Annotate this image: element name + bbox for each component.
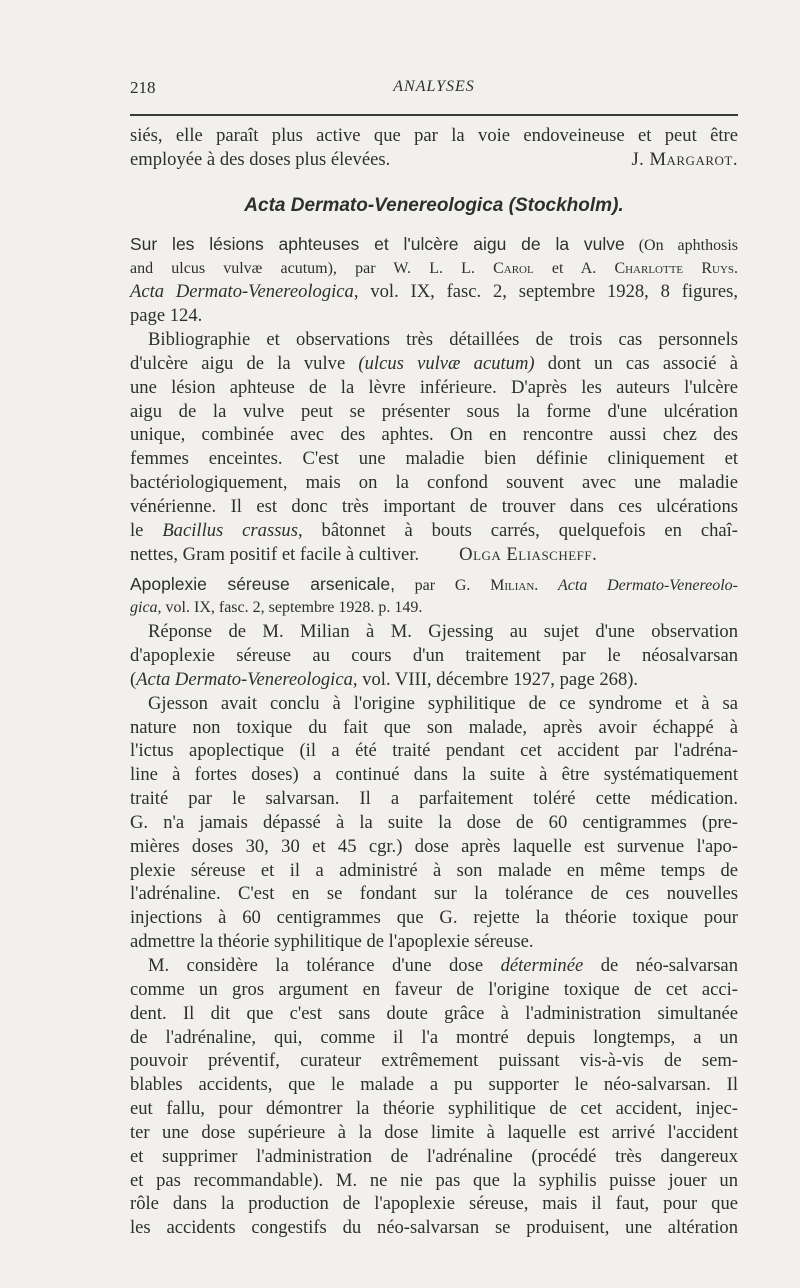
text-fragment: d'ulcère aigu de la vulve xyxy=(130,352,359,374)
text-line: et supprimer l'administration de l'adrénaline (procédé très dangereux xyxy=(130,1145,738,1167)
text-line xyxy=(130,148,738,172)
citation-line xyxy=(130,596,738,620)
text-line: Bibliographie et observations très détaillées de trois cas personnels xyxy=(148,329,738,351)
text-fragment: et A. xyxy=(533,259,615,277)
header-rule xyxy=(130,114,738,116)
journal-name: Acta Dermato-Venereologica xyxy=(136,668,353,690)
text-line: comme un gros argument en faveur de l'origine toxique de cet acci- xyxy=(130,978,738,1000)
text-fragment: , vol. VIII, décembre 1927, page 268). xyxy=(352,668,639,690)
text-fragment: , vol. IX, fasc. 2, septembre 1928. p. 149. xyxy=(157,599,423,617)
text-line: siés, elle paraît plus active que par la voie endoveineuse et peut être xyxy=(130,125,738,146)
journal-name: gica xyxy=(130,599,158,617)
text-fragment: le xyxy=(130,519,163,541)
text-line xyxy=(130,543,738,567)
text-line: d'apoplexie séreuse au cours d'un traitement par le néosalvarsan xyxy=(130,645,738,667)
text-line: une lésion aphteuse de la lèvre inférieure. D'après les auteurs l'ulcère xyxy=(130,376,738,398)
text-line xyxy=(130,352,738,376)
text-line: aigu de la vulve peut se présenter sous la forme d'une ulcération xyxy=(130,400,738,422)
text-line: Gjesson avait conclu à l'origine syphilitique de ce syndrome et à sa xyxy=(148,692,738,714)
signature: J. Margarot. xyxy=(631,148,738,170)
text-line: l'adrénaline. C'est en se fondant sur la tolérance de ces nouvelles xyxy=(130,883,738,905)
text-fragment: par G. xyxy=(394,576,491,594)
text-fragment: ( xyxy=(130,668,137,690)
article-title: Apoplexie séreuse arsenicale, xyxy=(130,573,395,594)
text-line: vénérienne. Il est donc très important de trouver dans ces ulcérations xyxy=(130,495,738,517)
text-line: et pas recommandable). M. ne nie pas que la syphilis puisse jouer un xyxy=(130,1169,738,1191)
italic-term: Bacillus crassus xyxy=(162,519,298,541)
text-line: nature non toxique du fait que son malade, après avoir échappé à xyxy=(130,716,738,738)
text-fragment: employée à des doses plus élevées. xyxy=(130,148,391,170)
italic-term: (ulcus vulvæ acutum) xyxy=(358,352,535,374)
text-fragment: dont un cas associé à xyxy=(534,352,738,374)
author-name: Charlotte Ruys xyxy=(614,259,734,277)
text-line xyxy=(130,954,738,978)
page-header xyxy=(130,78,738,104)
text-fragment: , vol. IX, fasc. 2, septembre 1928, 8 figures, xyxy=(353,281,738,303)
text-line: rôle dans la production de l'apoplexie séreuse, mais il faut, pour que xyxy=(130,1193,738,1215)
text-line: mières doses 30, 30 et 45 cgr.) dose après laquelle est survenue l'apo- xyxy=(130,835,738,857)
text-line: ter une dose supérieure à la dose limite à laquelle est arrivé l'accident xyxy=(130,1121,738,1143)
author-name: Carol xyxy=(493,259,534,277)
text-fragment: , bâtonnet à bouts carrés, quelquefois en chaî- xyxy=(297,519,738,541)
article-title-line xyxy=(130,573,738,597)
text-line: les accidents congestifs du néo-salvarsan se produisent, une altération xyxy=(130,1217,738,1239)
text-line xyxy=(130,668,738,692)
text-line: femmes enceintes. C'est une maladie bien définie cliniquement et xyxy=(130,448,738,470)
text-line: admettre la théorie syphilitique de l'apoplexie séreuse. xyxy=(130,931,534,953)
journal-section-title: Acta Dermato-Venereologica (Stockholm). xyxy=(244,194,624,216)
text-line: G. n'a jamais dépassé à la suite la dose de 60 centigrammes (pre- xyxy=(130,811,738,833)
text-line: eut fallu, pour démontrer la théorie syphilitique de cet accident, injec- xyxy=(130,1098,738,1120)
article-authors-line xyxy=(130,257,738,281)
journal-name: Acta Dermato-Venereolo- xyxy=(558,576,739,594)
text-fragment: (On aphthosis xyxy=(624,236,738,254)
text-line: l'ictus apoplectique (il a été traité pendant cet accident par l'adréna- xyxy=(130,740,738,762)
author-name: Milian xyxy=(490,576,535,594)
text-fragment: M. considère la tolérance d'une dose xyxy=(148,955,501,976)
text-fragment: and ulcus vulvæ acutum), par W. L. L. xyxy=(130,259,494,277)
text-fragment: nettes, Gram positif et facile à cultiver. xyxy=(130,543,420,565)
text-line: Réponse de M. Milian à M. Gjessing au sujet d'une observation xyxy=(148,621,738,643)
text-line xyxy=(130,519,738,543)
text-line: de l'adrénaline, qui, comme il l'a montré depuis longtemps, a un xyxy=(130,1026,738,1048)
text-line: bactériologiquement, mais on la confond souvent avec une maladie xyxy=(130,472,738,494)
text-fragment: . xyxy=(534,576,559,594)
italic-term: déterminée xyxy=(500,955,584,976)
text-line: traité par le salvarsan. Il a parfaitement toléré cette médication. xyxy=(130,788,738,810)
text-line: unique, combinée avec des aphtes. On en rencontre aussi chez des xyxy=(130,424,738,446)
journal-name: Acta Dermato-Venereologica xyxy=(130,281,354,303)
text-fragment: de néo-salvarsan xyxy=(583,955,738,976)
page-body xyxy=(130,124,738,1240)
running-head: ANALYSES xyxy=(393,78,475,95)
article-title-line xyxy=(130,233,738,257)
text-line: pouvoir préventif, curateur extrêmement puissant vis-à-vis de sem- xyxy=(130,1050,738,1072)
citation-line xyxy=(130,280,738,304)
text-fragment: . xyxy=(734,259,738,277)
text-line: line à fortes doses) a continué dans la suite à être systématiquement xyxy=(130,764,738,786)
text-line: injections à 60 centigrammes que G. rejette la théorie toxique pour xyxy=(130,907,738,929)
signature: Olga Eliascheff. xyxy=(459,543,598,565)
text-line: dent. Il dit que c'est sans doute grâce à l'administration simultanée xyxy=(130,1002,738,1024)
citation-line: page 124. xyxy=(130,305,203,327)
text-line: blables accidents, que le malade a pu supporter le néo-salvarsan. Il xyxy=(130,1074,738,1096)
text-line: plexie séreuse et il a administré à son malade en même temps de xyxy=(130,859,738,881)
article-title: Sur les lésions aphteuses et l'ulcère aigu de la vulve xyxy=(130,233,625,254)
page-number: 218 xyxy=(130,78,156,97)
